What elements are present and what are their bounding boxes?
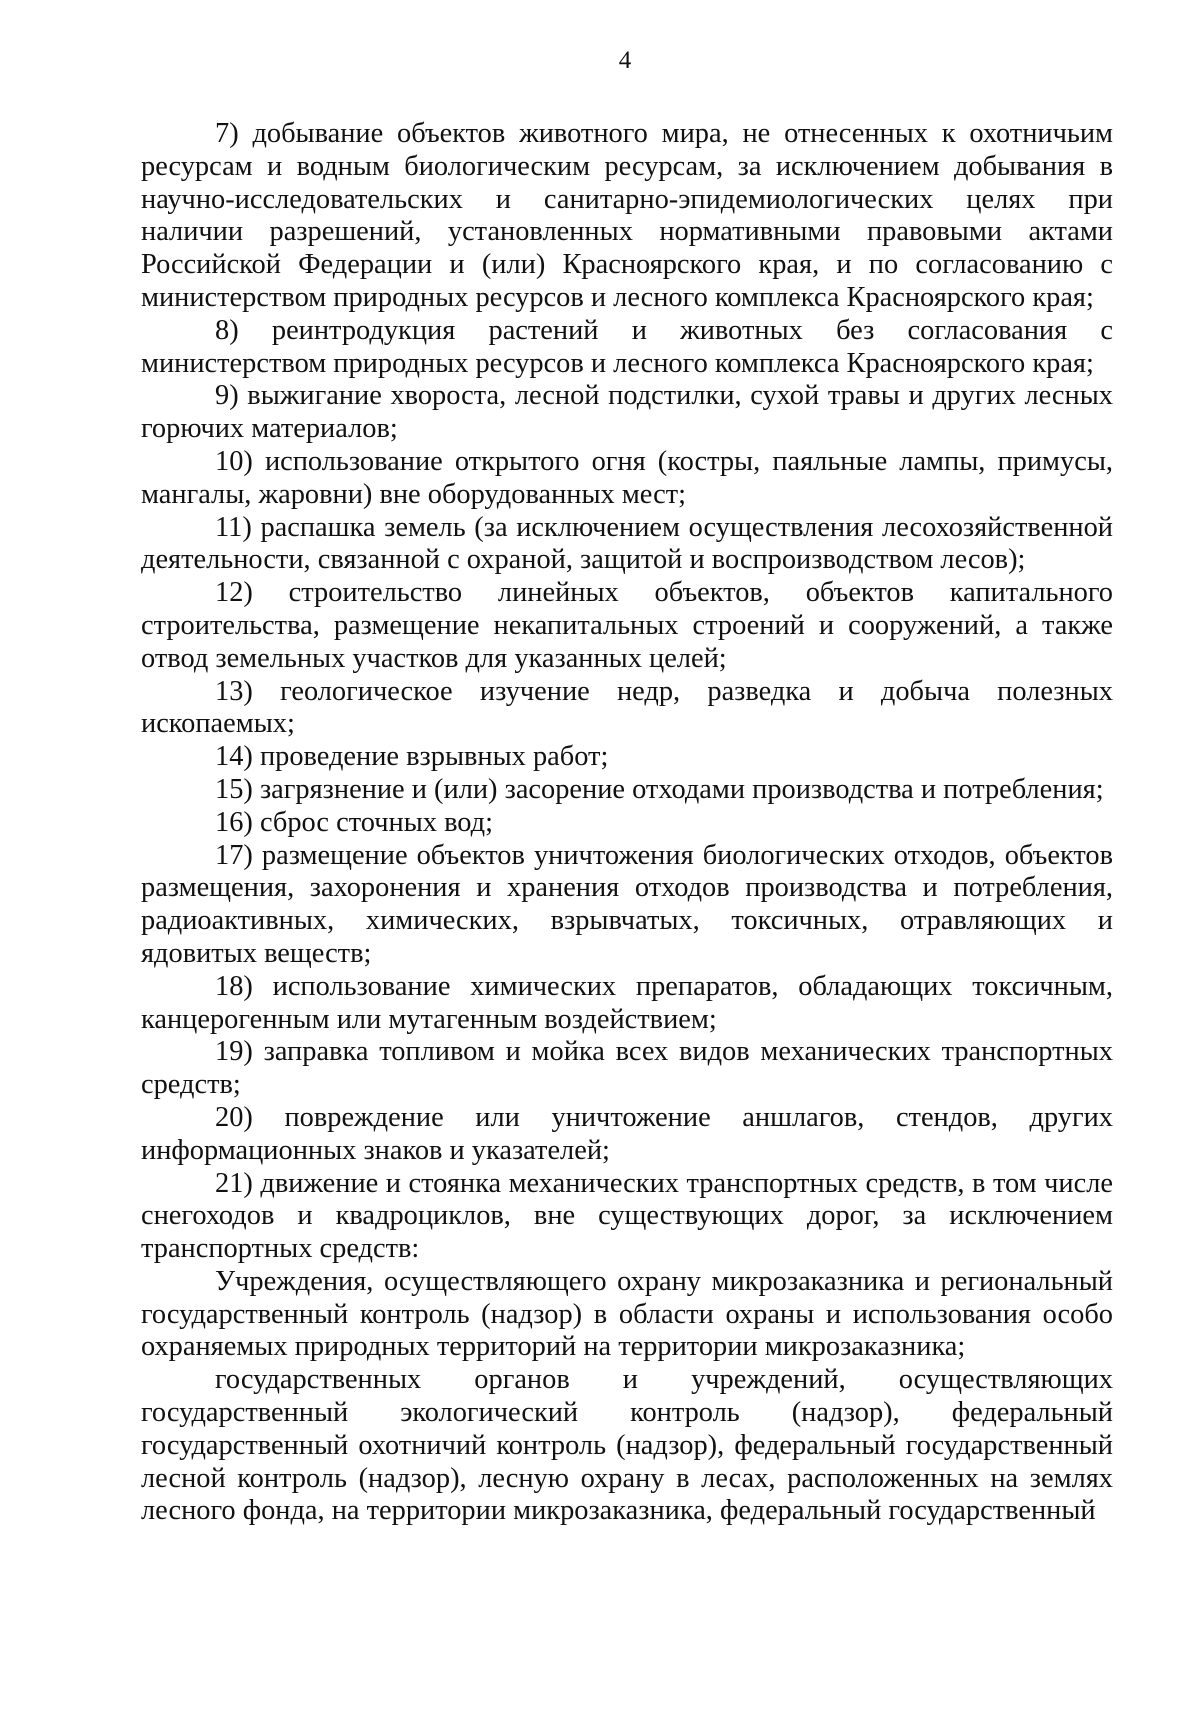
list-item-19: 19) заправка топливом и мойка всех видов механических транспортных средств; [141,1036,1113,1101]
list-item-18: 18) использование химических препаратов, обладающих токсичным, канцерогенным или мутагенным воздействием; [141,970,1113,1035]
list-item-8: 8) реинтродукция растений и животных без согласования с министерством природных ресурсов и лесного комплекса Красноярского края; [141,314,1113,379]
list-item-15: 15) загрязнение и (или) засорение отходами производства и потребления; [215,773,1104,805]
list-item-20: 20) повреждение или уничтожение аншлагов, стендов, других информационных знаков и указателей; [141,1101,1113,1166]
list-item-10: 10) использование открытого огня (костры, паяльные лампы, примусы, мангалы, жаровни) вне оборудованных мест; [141,445,1113,510]
list-item-13: 13) геологическое изучение недр, разведка и добыча полезных ископаемых; [141,675,1113,740]
list-item-21: 21) движение и стоянка механических транспортных средств, в том числе снегоходов и квадроциклов, вне существующих дорог, за исключением транспортных средств: [141,1167,1113,1265]
sub-item-institution: Учреждения, осуществляющего охрану микрозаказника и региональный государственный контроль (надзор) в области охраны и использования особо охраняемых природных территорий на территории микрозаказника; [141,1265,1113,1363]
list-item-11: 11) распашка земель (за исключением осуществления лесохозяйственной деятельности, связанной с охраной, защитой и воспроизводством лесов); [141,511,1113,576]
document-body [141,118,1113,1528]
list-item-7: 7) добывание объектов животного мира, не отнесенных к охотничьим ресурсам и водным биологическим ресурсам, за исключением добывания в научно-исследовательских и санитарно-эпидемиологических целях при наличии разрешений, установленных нормативными правовыми актами Российской Федерации и (или) Красноярского края, и по согласованию с министерством природных ресурсов и лесного комплекса Красноярского края; [141,118,1113,313]
sub-item-state-bodies: государственных органов и учреждений, осуществляющих государственный экологический контроль (надзор), федеральный государственный охотничий контроль (надзор), федеральный государственный лесной контроль (надзор), лесную охрану в лесах, расположенных на землях лесного фонда, на территории микрозаказника, федеральный государственный [141,1364,1113,1527]
list-item-17: 17) размещение объектов уничтожения биологических отходов, объектов размещения, захоронения и хранения отходов производства и потребления, радиоактивных, химических, взрывчатых, токсичных, отравляющих и ядовитых веществ; [141,839,1113,969]
list-item-14: 14) проведение взрывных работ; [215,741,609,773]
list-item-12: 12) строительство линейных объектов, объектов капитального строительства, размещение некапитальных строений и сооружений, а также отвод земельных участков для указанных целей; [141,577,1113,674]
list-item-16: 16) сброс сточных вод; [215,806,493,838]
page-number: 4 [618,47,632,74]
list-item-9: 9) выжигание хвороста, лесной подстилки, сухой травы и других лесных горючих материалов; [141,380,1113,445]
